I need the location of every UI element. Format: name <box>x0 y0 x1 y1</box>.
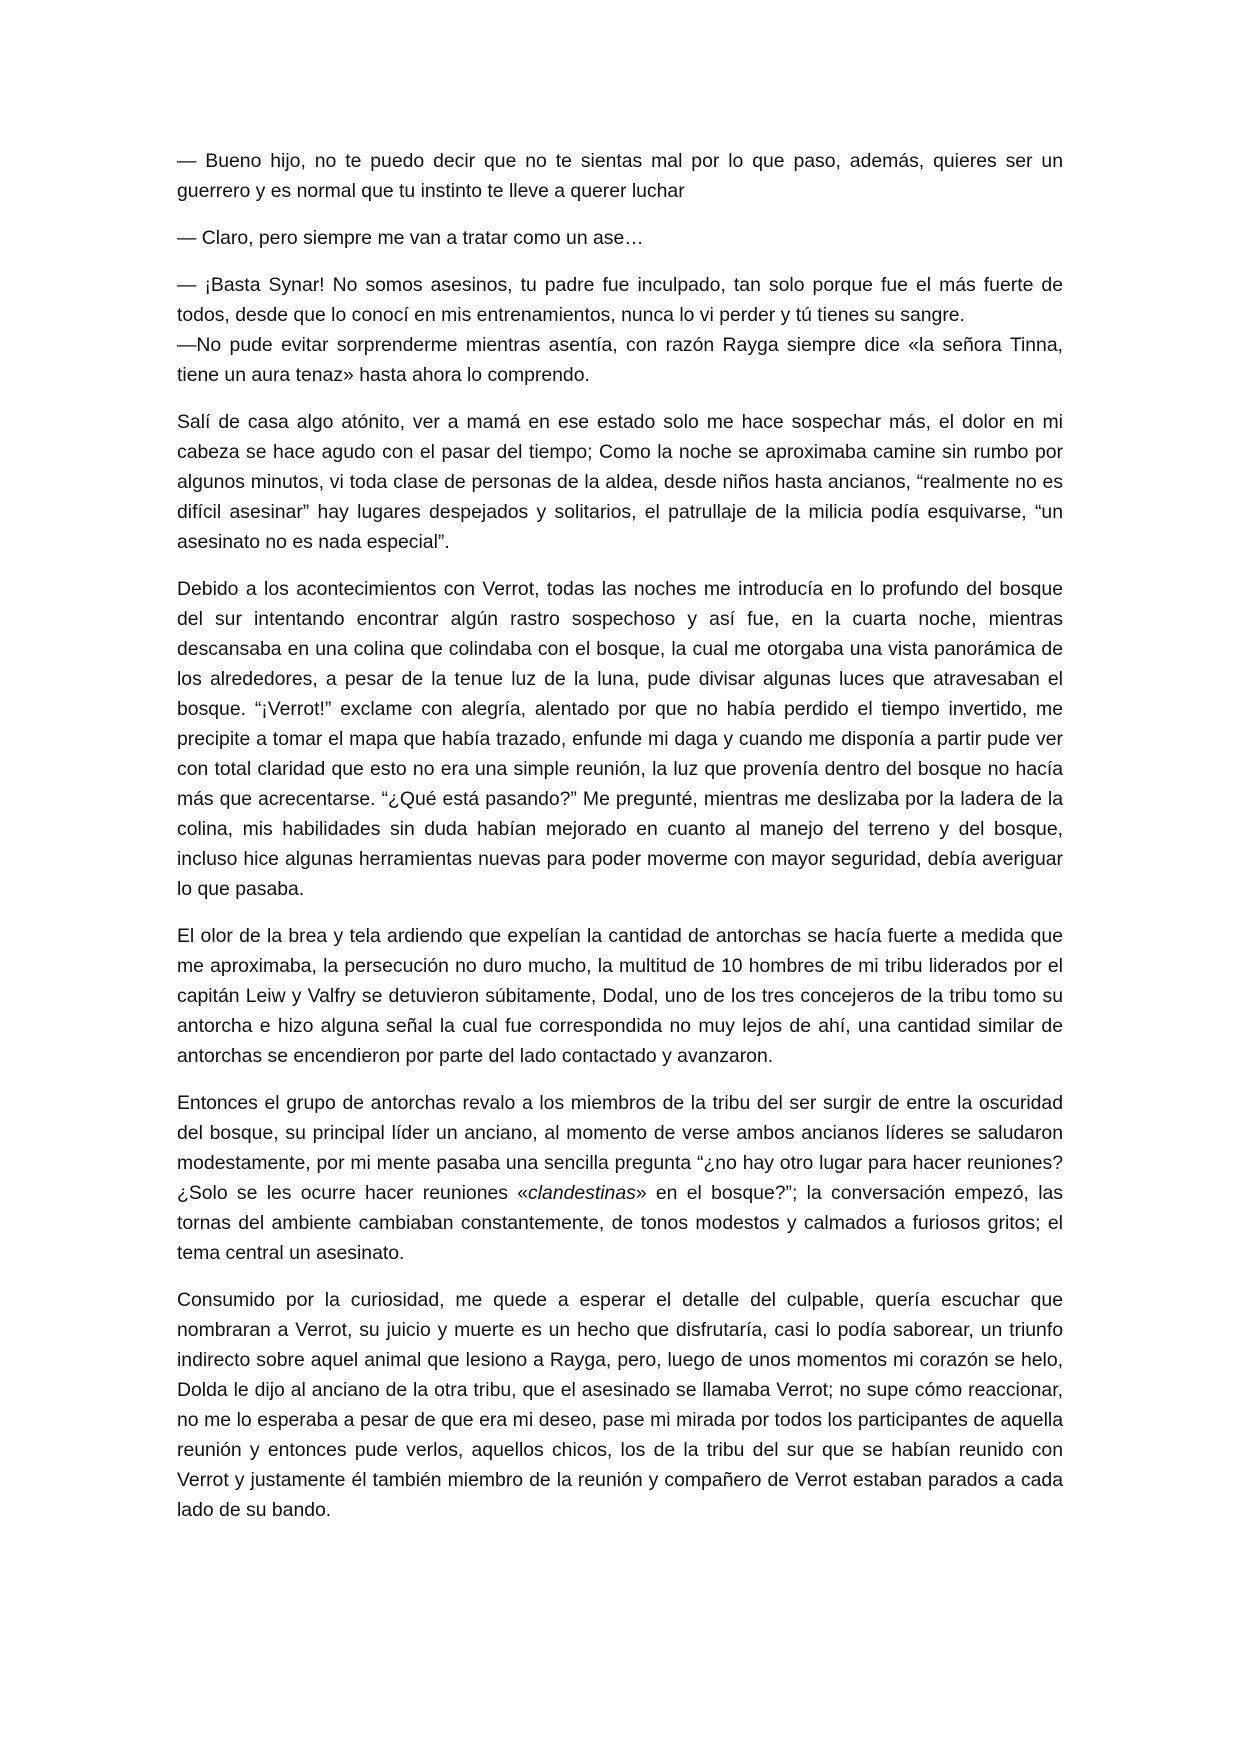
paragraph-narration-4 <box>177 1088 1063 1268</box>
paragraph-narration-4-part-2: » en el bosque?”; la conversación empezó, las tornas del ambiente cambiaban constantemente, de tonos modestos y calmados a furiosos gritos; el tema central un asesinato. <box>177 1182 1063 1264</box>
body-text <box>177 146 1063 1542</box>
paragraph-narration-1: Salí de casa algo atónito, ver a mamá en ese estado solo me hace sospechar más, el dolor en mi cabeza se hace agudo con el pasar del tiempo; Como la noche se aproximaba camine sin rumbo por algunos minutos, vi toda clase de personas de la aldea, desde niños hasta ancianos, “realmente no es difícil asesinar” hay lugares despejados y solitarios, el patrullaje de la milicia podía esquivarse, “un asesinato no es nada especial”. <box>177 411 1063 553</box>
paragraph-narration-3: El olor de la brea y tela ardiendo que expelían la cantidad de antorchas se hacía fuerte a medida que me aproximaba, la persecución no duro mucho, la multitud de 10 hombres de mi tribu liderados por el capitán Leiw y Valfry se detuvieron súbitamente, Dodal, uno de los tres concejeros de la tribu tomo su antorcha e hizo alguna señal la cual fue correspondida no muy lejos de ahí, una cantidad similar de antorchas se encendieron por parte del lado contactado y avanzaron. <box>177 925 1063 1067</box>
paragraph-dialogue-3: — ¡Basta Synar! No somos asesinos, tu padre fue inculpado, tan solo porque fue el más fuerte de todos, desde que lo conocí en mis entrenamientos, nunca lo vi perder y tú tienes su sangre. <box>177 274 1063 326</box>
italic-word-clandestinas: clandestinas <box>528 1182 636 1204</box>
paragraph-dialogue-1: — Bueno hijo, no te puedo decir que no te sientas mal por lo que paso, además, quieres ser un guerrero y es normal que tu instinto te lleve a querer luchar <box>177 150 1063 202</box>
paragraph-narration-4-part-1: Entonces el grupo de antorchas revalo a los miembros de la tribu del ser surgir de entre la oscuridad del bosque, su principal líder un anciano, al momento de verse ambos ancianos líderes se saludaron modestamente, por mi mente pasaba una sencilla pregunta “¿no hay otro lugar para hacer reuniones? ¿Solo se les ocurre hacer reuniones « <box>177 1092 1063 1204</box>
paragraph-dialogue-2: — Claro, pero siempre me van a tratar como un ase… <box>177 227 644 249</box>
paragraph-dialogue-3-continuation: —No pude evitar sorprenderme mientras asentía, con razón Rayga siempre dice «la señora Tinna, tiene un aura tenaz» hasta ahora lo comprendo. <box>177 334 1063 386</box>
paragraph-narration-5: Consumido por la curiosidad, me quede a esperar el detalle del culpable, quería escuchar que nombraran a Verrot, su juicio y muerte es un hecho que disfrutaría, casi lo podía saborear, un triunfo indirecto sobre aquel animal que lesiono a Rayga, pero, luego de unos momentos mi corazón se helo, Dolda le dijo al anciano de la otra tribu, que el asesinado se llamaba Verrot; no supe cómo reaccionar, no me lo esperaba a pesar de que era mi deseo, pase mi mirada por todos los participantes de aquella reunión y entonces pude verlos, aquellos chicos, los de la tribu del sur que se habían reunido con Verrot y justamente él también miembro de la reunión y compañero de Verrot estaban parados a cada lado de su bando. <box>177 1289 1063 1521</box>
paragraph-narration-2: Debido a los acontecimientos con Verrot, todas las noches me introducía en lo profundo del bosque del sur intentando encontrar algún rastro sospechoso y así fue, en la cuarta noche, mientras descansaba en una colina que colindaba con el bosque, la cual me otorgaba una vista panorámica de los alrededores, a pesar de la tenue luz de la luna, pude divisar algunas luces que atravesaban el bosque. “¡Verrot!” exclame con alegría, alentado por que no había perdido el tiempo invertido, me precipite a tomar el mapa que había trazado, enfunde mi daga y cuando me disponía a partir pude ver con total claridad que esto no era una simple reunión, la luz que provenía dentro del bosque no hacía más que acrecentarse. “¿Qué está pasando?” Me pregunté, mientras me deslizaba por la ladera de la colina, mis habilidades sin duda habían mejorado en cuanto al manejo del terreno y del bosque, incluso hice algunas herramientas nuevas para poder moverme con mayor seguridad, debía averiguar lo que pasaba. <box>177 578 1063 900</box>
